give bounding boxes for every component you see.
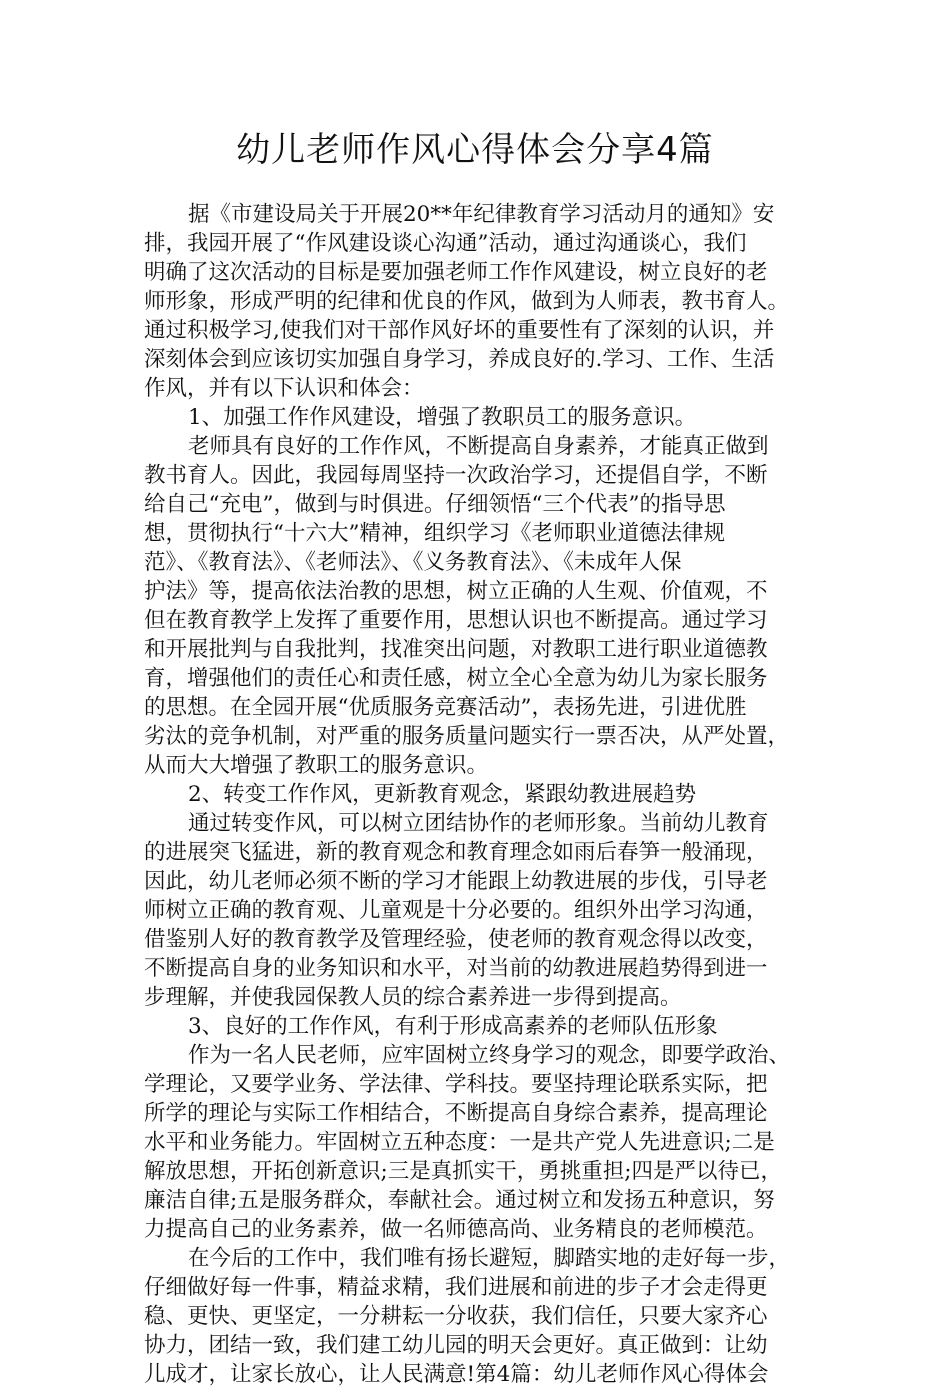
text-line: 解放思想，开拓创新意识;三是真抓实干，勇挑重担;四是严以待已， (144, 1159, 782, 1184)
text-line: 2、转变工作作风，更新教育观念，紧跟幼教进展趋势 (188, 782, 697, 807)
text-line: 范》、《教育法》、《老师法》、《义务教育法》、《未成年人保 (144, 550, 682, 575)
text-line: 所学的理论与实际工作相结合，不断提高自身综合素养，提高理论 (144, 1101, 768, 1126)
text-line: 力提高自己的业务素养，做一名师德高尚、业务精良的老师模范。 (144, 1217, 768, 1242)
text-line: 因此，幼儿老师必须不断的学习才能跟上幼教进展的步伐，引导老 (144, 869, 768, 894)
text-line: 稳、更快、更坚定，一分耕耘一分收获，我们信任，只要大家齐心 (144, 1304, 768, 1329)
text-line: 通过积极学习,使我们对干部作风好坏的重要性有了深刻的认识，并 (144, 318, 775, 343)
text-line: 育，增强他们的责任心和责任感，树立全心全意为幼儿为家长服务 (144, 666, 768, 691)
text-line: 儿成才，让家长放心，让人民满意!第4篇：幼儿老师作风心得体会 (144, 1362, 769, 1387)
text-line: 廉洁自律;五是服务群众，奉献社会。通过树立和发扬五种意识，努 (144, 1188, 775, 1213)
text-line: 3、良好的工作作风，有利于形成高素养的老师队伍形象 (188, 1014, 718, 1039)
text-line: 不断提高自身的业务知识和水平，对当前的幼教进展趋势得到进一 (144, 956, 768, 981)
text-line: 水平和业务能力。牢固树立五种态度：一是共产党人先进意识;二是 (144, 1130, 775, 1155)
text-line: 想，贯彻执行“十六大”精神，组织学习《老师职业道德法律规 (144, 521, 725, 546)
text-line: 师树立正确的教育观、儿童观是十分必要的。组织外出学习沟通， (144, 898, 768, 923)
text-line: 排，我园开展了“作风建设谈心沟通”活动，通过沟通谈心，我们 (144, 231, 747, 256)
text-line: 仔细做好每一件事，精益求精，我们进展和前进的步子才会走得更 (144, 1275, 768, 1300)
text-line: 1、加强工作作风建设，增强了教职员工的服务意识。 (188, 405, 697, 430)
text-line: 深刻体会到应该切实加强自身学习，养成良好的.学习、工作、生活 (144, 347, 775, 372)
text-line: 作为一名人民老师，应牢固树立终身学习的观念，即要学政治、 (188, 1043, 791, 1068)
document-title: 幼儿老师作风心得体会分享4篇 (236, 130, 714, 170)
text-line: 护法》等，提高依法治教的思想，树立正确的人生观、价值观，不 (144, 579, 768, 604)
text-line: 步理解，并使我园保教人员的综合素养进一步得到提高。 (144, 985, 682, 1010)
text-line: 借鉴别人好的教育教学及管理经验，使老师的教育观念得以改变， (144, 927, 768, 952)
text-line: 协力，团结一致，我们建工幼儿园的明天会更好。真正做到：让幼 (144, 1333, 768, 1358)
text-line: 和开展批判与自我批判，找准突出问题，对教职工进行职业道德教 (144, 637, 768, 662)
text-line: 明确了这次活动的目标是要加强老师工作作风建设，树立良好的老 (144, 260, 768, 285)
text-line: 师形象，形成严明的纪律和优良的作风，做到为人师表，教书育人。 (144, 289, 790, 314)
text-line: 从而大大增强了教职工的服务意识。 (144, 753, 489, 778)
text-line: 但在教育教学上发挥了重要作用，思想认识也不断提高。通过学习 (144, 608, 768, 633)
text-line: 教书育人。因此，我园每周坚持一次政治学习，还提倡自学，不断 (144, 463, 768, 488)
text-line: 通过转变作风，可以树立团结协作的老师形象。当前幼儿教育 (188, 811, 769, 836)
text-line: 作风，并有以下认识和体会： (144, 376, 424, 401)
text-line: 劣汰的竞争机制，对严重的服务质量问题实行一票否决，从严处置， (144, 724, 790, 749)
text-line: 给自己“充电”，做到与时俱进。仔细领悟“三个代表”的指导思 (144, 492, 726, 517)
text-line: 老师具有良好的工作作风，不断提高自身素养，才能真正做到 (188, 434, 769, 459)
text-line: 的进展突飞猛进，新的教育观念和教育理念如雨后春笋一般涌现， (144, 840, 768, 865)
text-line: 的思想。在全园开展“优质服务竞赛活动”，表扬先进，引进优胜 (144, 695, 747, 720)
text-line: 学理论，又要学业务、学法律、学科技。要坚持理论联系实际，把 (144, 1072, 768, 1097)
text-line: 在今后的工作中，我们唯有扬长避短，脚踏实地的走好每一步， (188, 1246, 791, 1271)
text-line: 据《市建设局关于开展20**年纪律教育学习活动月的通知》安 (188, 202, 775, 227)
document-body (144, 200, 832, 1389)
